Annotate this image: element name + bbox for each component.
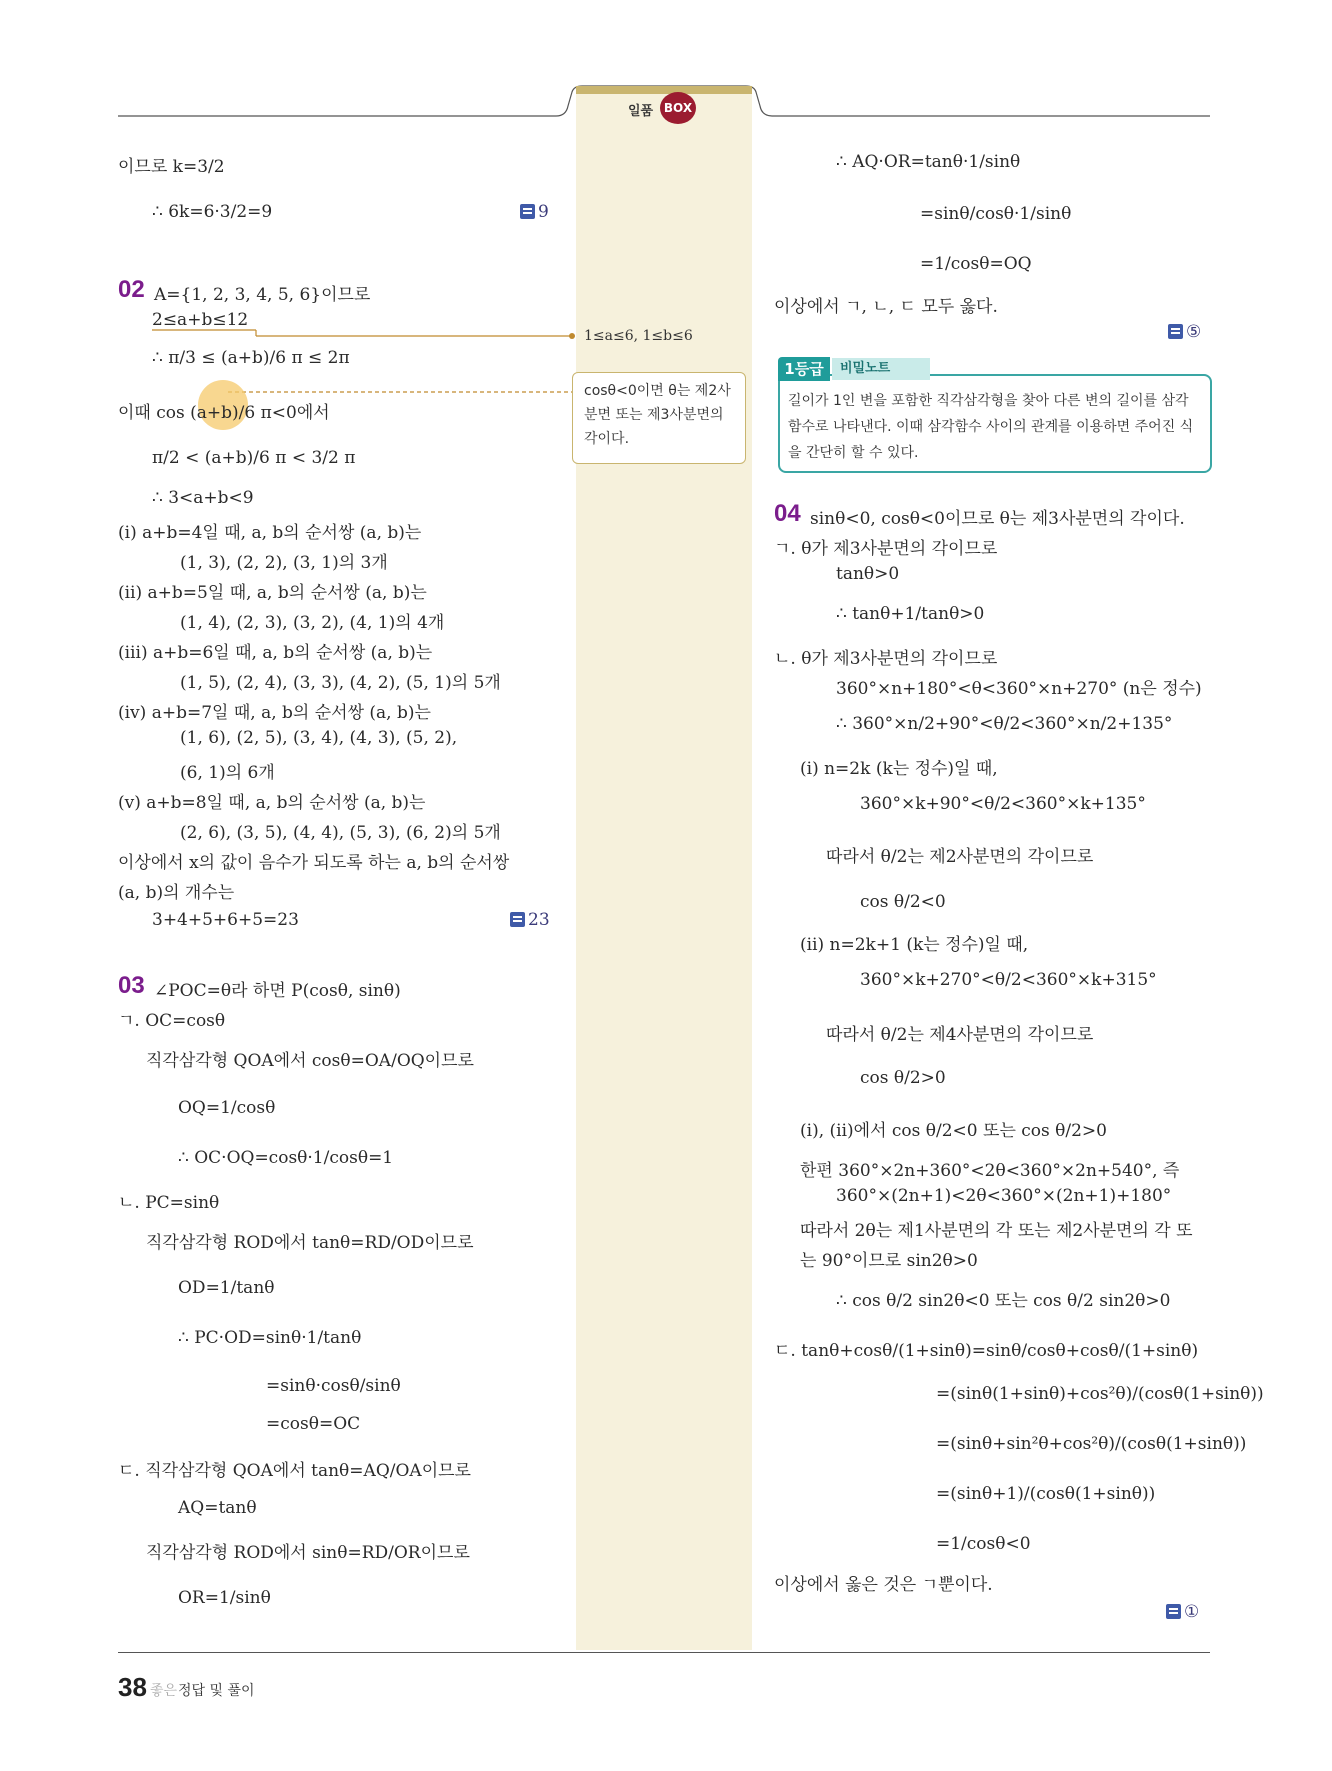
text-line: tanθ>0	[836, 564, 900, 584]
text-line: =(sinθ(1+sinθ)+cos²θ)/(cosθ(1+sinθ))	[936, 1384, 1264, 1404]
footer-label-gray: 좋은	[150, 1683, 178, 1699]
page-number: 38	[118, 1672, 147, 1702]
text-line: =sinθ/cosθ·1/sinθ	[920, 204, 1072, 224]
text-line: 따라서 2θ는 제1사분면의 각 또는 제2사분면의 각 또	[800, 1221, 1193, 1241]
text-line: (ⅲ) a+b=6일 때, a, b의 순서쌍 (a, b)는	[118, 643, 433, 663]
answer-icon	[510, 912, 525, 927]
text-line: ∴ PC·OD=sinθ·1/tanθ	[178, 1328, 362, 1348]
problem-number-02: 02	[118, 276, 145, 303]
text-line-underlined: 2≤a+b≤12	[152, 310, 249, 330]
text-line: ㄴ. θ가 제3사분면의 각이므로	[774, 649, 998, 669]
text-line: OD=1/tanθ	[178, 1278, 275, 1298]
text-line: ∴ 6k=6·3/2=9	[152, 202, 273, 222]
sidebar-note-range: 1≤a≤6, 1≤b≤6	[584, 328, 693, 344]
answer-label: 23	[510, 910, 550, 930]
footer-label: 정답 및 풀이	[178, 1683, 255, 1699]
text-line: (ⅰ) a+b=4일 때, a, b의 순서쌍 (a, b)는	[118, 523, 422, 543]
text-line: 이상에서 옳은 것은 ㄱ뿐이다.	[774, 1575, 993, 1595]
text-line: A={1, 2, 3, 4, 5, 6}이므로	[154, 285, 371, 305]
text-line: 직각삼각형 ROD에서 tanθ=RD/OD이므로	[146, 1233, 474, 1253]
text-line: ㄷ. 직각삼각형 QOA에서 tanθ=AQ/OA이므로	[118, 1461, 471, 1481]
text-line: ㄱ. OC=cosθ	[118, 1011, 226, 1031]
text-line: 따라서 θ/2는 제4사분면의 각이므로	[826, 1025, 1094, 1045]
text-line: 360°×n+180°<θ<360°×n+270° (n은 정수)	[836, 679, 1202, 699]
text-line: (1, 4), (2, 3), (3, 2), (4, 1)의 4개	[180, 613, 445, 633]
text-line: 360°×(2n+1)<2θ<360°×(2n+1)+180°	[836, 1186, 1172, 1206]
secret-note-body: 길이가 1인 변을 포함한 직각삼각형을 찾아 다른 변의 길이를 삼각함수로 나타낸다. 이때 삼각함수 사이의 관계를 이용하면 주어진 식을 간단히 할 수 있다.	[788, 393, 1194, 461]
text-line: (6, 1)의 6개	[180, 763, 275, 783]
text-line: (ⅴ) a+b=8일 때, a, b의 순서쌍 (a, b)는	[118, 793, 426, 813]
text-line: =1/cosθ<0	[936, 1534, 1031, 1554]
text-line: ∴ 360°×n/2+90°<θ/2<360°×n/2+135°	[836, 714, 1173, 734]
secret-note-title: 비밀노트	[832, 358, 930, 380]
text-line: AQ=tanθ	[178, 1498, 257, 1518]
answer-label: 9	[520, 202, 549, 222]
text-line: (1, 3), (2, 2), (3, 1)의 3개	[180, 553, 388, 573]
text-line: 는 90°이므로 sin2θ>0	[800, 1251, 978, 1271]
text-line: (1, 6), (2, 5), (3, 4), (4, 3), (5, 2),	[180, 728, 458, 748]
text-line: ㄴ. PC=sinθ	[118, 1193, 220, 1213]
text-line: 한편 360°×2n+360°<2θ<360°×2n+540°, 즉	[800, 1161, 1180, 1181]
sidebar-note-line: cosθ<0이면 θ는 제2사	[584, 383, 731, 399]
text-line: ㄱ. θ가 제3사분면의 각이므로	[774, 539, 998, 559]
text-line: (2, 6), (3, 5), (4, 4), (5, 3), (6, 2)의 5개	[180, 823, 501, 843]
answer-icon	[1166, 1604, 1181, 1619]
text-line: π/2 < (a+b)/6 π < 3/2 π	[152, 448, 356, 468]
text-line: ∴ OC·OQ=cosθ·1/cosθ=1	[178, 1148, 394, 1168]
header-box-prefix: 일품	[628, 104, 654, 119]
text-line: =(sinθ+sin²θ+cos²θ)/(cosθ(1+sinθ))	[936, 1434, 1247, 1454]
text-line: =cosθ=OC	[266, 1414, 361, 1434]
text-line: 360°×k+270°<θ/2<360°×k+315°	[860, 970, 1157, 990]
text-line: (ⅰ) n=2k (k는 정수)일 때,	[800, 759, 998, 779]
text-line: cos θ/2>0	[860, 1068, 946, 1088]
text-line: 이므로 k=3/2	[118, 157, 225, 177]
text-line: (ⅱ) a+b=5일 때, a, b의 순서쌍 (a, b)는	[118, 583, 427, 603]
text-line: ∠POC=θ라 하면 P(cosθ, sinθ)	[154, 981, 401, 1001]
text-line: ∴ cos θ/2 sin2θ<0 또는 cos θ/2 sin2θ>0	[836, 1291, 1171, 1311]
text-line: 이상에서 x의 값이 음수가 되도록 하는 a, b의 순서쌍	[118, 853, 510, 873]
sidebar-note-line: 각이다.	[584, 431, 630, 447]
text-line: (1, 5), (2, 4), (3, 3), (4, 2), (5, 1)의 5개	[180, 673, 501, 693]
text-line: (ⅰ), (ⅱ)에서 cos θ/2<0 또는 cos θ/2>0	[800, 1121, 1107, 1141]
text-line: 이상에서 ㄱ, ㄴ, ㄷ 모두 옳다.	[774, 297, 998, 317]
answer-icon	[1168, 324, 1183, 339]
answer-label: ⑤	[1168, 322, 1201, 342]
secret-note-tag: 1등급	[778, 357, 830, 381]
text-line: ∴ 3<a+b<9	[152, 488, 254, 508]
header-box-badge: BOX	[660, 92, 696, 124]
problem-number-04: 04	[774, 500, 801, 527]
text-line: ∴ π/3 ≤ (a+b)/6 π ≤ 2π	[152, 348, 350, 368]
footer-rule	[118, 1652, 1210, 1653]
problem-number-03: 03	[118, 972, 145, 999]
text-line: (ⅱ) n=2k+1 (k는 정수)일 때,	[800, 935, 1029, 955]
text-line: ∴ AQ·OR=tanθ·1/sinθ	[836, 152, 1021, 172]
text-line: 이때 cos (a+b)/6 π<0에서	[118, 403, 330, 423]
text-line: =1/cosθ=OQ	[920, 254, 1032, 274]
text-line: ㄷ. tanθ+cosθ/(1+sinθ)=sinθ/cosθ+cosθ/(1+sinθ)	[774, 1341, 1199, 1361]
text-line: 직각삼각형 ROD에서 sinθ=RD/OR이므로	[146, 1543, 470, 1563]
text-line: sinθ<0, cosθ<0이므로 θ는 제3사분면의 각이다.	[810, 509, 1185, 529]
text-line: 3+4+5+6+5=23	[152, 910, 299, 930]
text-line: 따라서 θ/2는 제2사분면의 각이므로	[826, 847, 1094, 867]
text-line: OR=1/sinθ	[178, 1588, 271, 1608]
text-line: 직각삼각형 QOA에서 cosθ=OA/OQ이므로	[146, 1051, 474, 1071]
text-line: =(sinθ+1)/(cosθ(1+sinθ))	[936, 1484, 1156, 1504]
sidebar-note-line: 분면 또는 제3사분면의	[584, 407, 724, 423]
text-line: cos θ/2<0	[860, 892, 946, 912]
answer-label: ①	[1166, 1602, 1199, 1622]
text-line: ∴ tanθ+1/tanθ>0	[836, 604, 985, 624]
text-line: OQ=1/cosθ	[178, 1098, 276, 1118]
text-line: (ⅳ) a+b=7일 때, a, b의 순서쌍 (a, b)는	[118, 703, 431, 723]
text-line: =sinθ·cosθ/sinθ	[266, 1376, 401, 1396]
text-line: (a, b)의 개수는	[118, 883, 235, 903]
text-line: 360°×k+90°<θ/2<360°×k+135°	[860, 794, 1146, 814]
